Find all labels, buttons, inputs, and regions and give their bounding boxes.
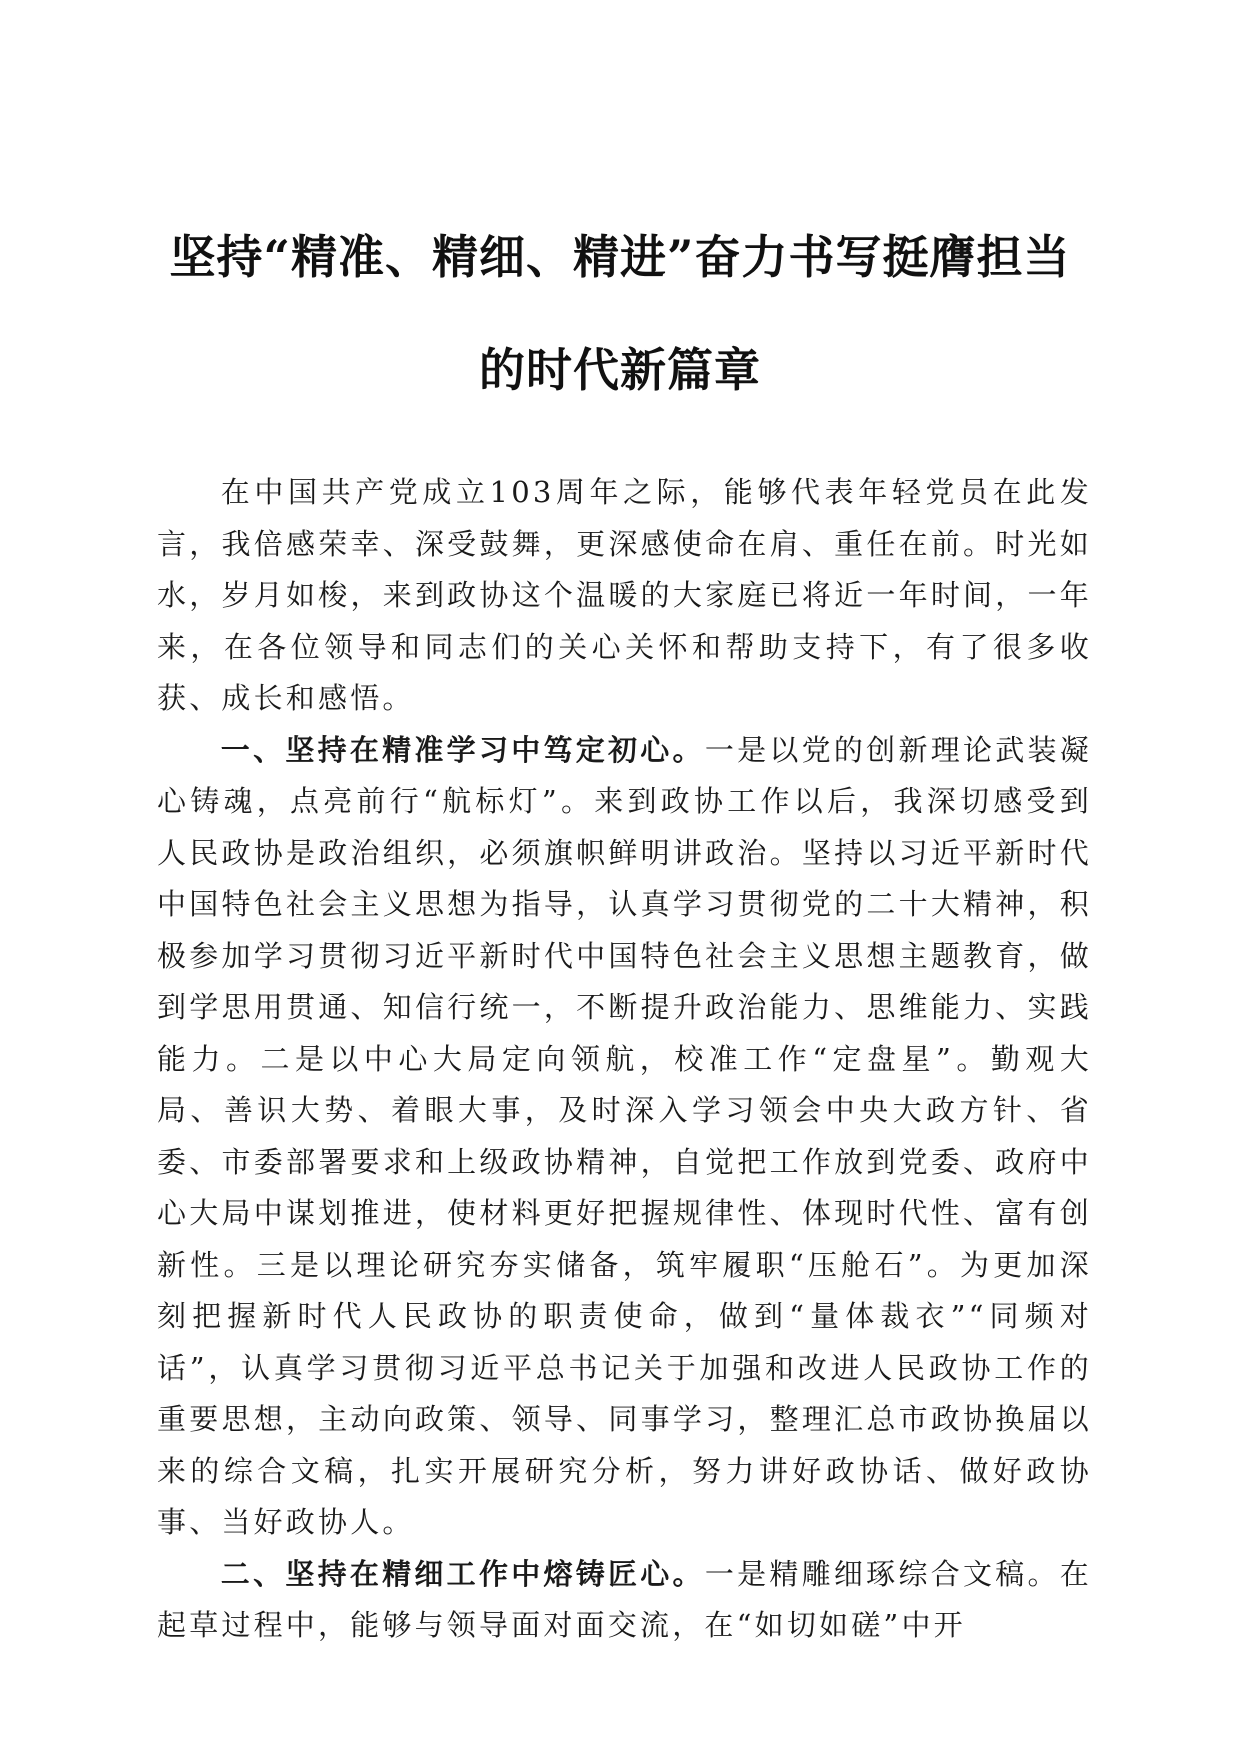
document-title-line-2: 的时代新篇章 [479,343,761,397]
section-one-paragraph [157,725,1092,1549]
section-one-heading: 一、坚持在精准学习中笃定初心。 [220,732,705,767]
section-one-text: 一是以党的创新理论武装凝心铸魂，点亮前行“航标灯”。来到政协工作以后，我深切感受到人民政协是政治组织，必须旗帜鲜明讲政治。坚持以习近平新时代中国特色社会主义思想为指导，认真学习贯彻党的二十大精神，积极参加学习贯彻习近平新时代中国特色社会主义思想主题教育，做到学思用贯通、知信行统一，不断提升政治能力、思维能力、实践能力。二是以中心大局定向领航，校准工作“定盘星”。勤观大局、善识大势、着眼大事，及时深入学习领会中央大政方针、省委、市委部署要求和上级政协精神，自觉把工作放到党委、政府中心大局中谋划推进，使材料更好把握规律性、体现时代性、富有创新性。三是以理论研究夯实储备，筑牢履职“压舱石”。为更加深刻把握新时代人民政协的职责使命，做到“量体裁衣”“同频对话”，认真学习贯彻习近平总书记关于加强和改进人民政协工作的重要思想，主动向政策、领导、同事学习，整理汇总市政协换届以来的综合文稿，扎实开展研究分析，努力讲好政协话、做好政协事、当好政协人。 [157,732,1093,1539]
section-two-heading: 二、坚持在精细工作中熔铸匠心。 [220,1556,705,1591]
intro-paragraph-text: 在中国共产党成立103周年之际，能够代表年轻党员在此发言，我倍感荣幸、深受鼓舞，更深感使命在肩、重任在前。时光如水，岁月如梭，来到政协这个温暖的大家庭已将近一年时间，一年来，在各位领导和同志们的关心关怀和帮助支持下，有了很多收获、成长和感悟。 [157,475,1092,715]
document-title-line-1: 坚持“精准、精细、精进”奋力书写挺膺担当 [169,230,1071,284]
document-body [157,467,1092,1652]
intro-paragraph [157,467,1092,725]
section-two-text: 一是精雕细琢综合文稿。在起草过程中，能够与领导面对面交流，在“如切如磋”中开 [157,1556,1092,1642]
section-two-paragraph [157,1549,1092,1652]
